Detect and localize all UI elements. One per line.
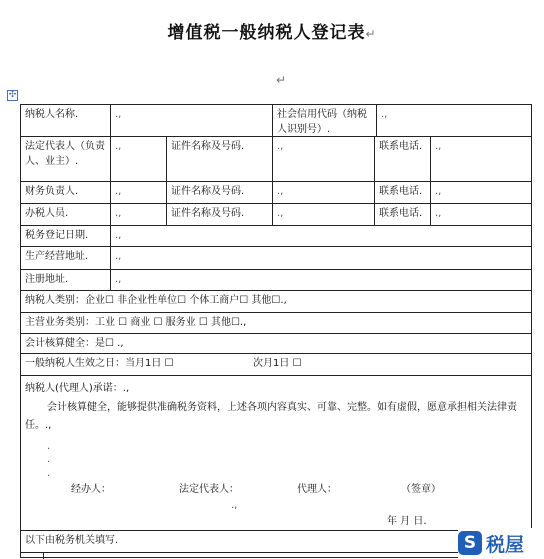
legal-rep-id-value[interactable]: ., <box>273 137 375 181</box>
finance-id-value[interactable]: ., <box>273 182 375 203</box>
blank-line-mark: . <box>47 441 51 452</box>
table-row-handler <box>21 204 531 226</box>
blank-line-mark: ., <box>231 500 238 511</box>
table-divider <box>43 553 44 559</box>
watermark-logo <box>458 528 544 558</box>
authority-section-label: 以下由税务机关填写. <box>25 535 119 546</box>
paragraph-mark: ↵ <box>365 27 377 41</box>
table-row-biz-addr <box>21 247 531 270</box>
effective-date-cell <box>21 354 531 375</box>
legal-rep-label: 法定代表人（负责人、业主）. <box>21 137 111 181</box>
finance-phone-label: 联系电话. <box>375 182 431 203</box>
table-move-handle-icon[interactable]: ✣ <box>8 90 17 100</box>
finance-phone-value[interactable]: ., <box>435 186 442 197</box>
effective-current-month[interactable]: 一般纳税人生效之日：当月1日 ☐ <box>25 358 174 369</box>
finance-value[interactable]: ., <box>111 182 167 203</box>
handler-id-label: 证件名称及号码. <box>167 204 273 225</box>
table-row-main-biz <box>21 313 531 334</box>
logo-text: 税屋 <box>486 533 525 556</box>
handler-value[interactable]: ., <box>111 204 167 225</box>
reg-date-value[interactable]: ., <box>115 230 122 241</box>
legal-rep-phone-label: 联系电话. <box>375 137 431 181</box>
table-row-effective <box>21 354 531 376</box>
blank-line-mark: . <box>47 454 51 465</box>
table-row-finance <box>21 182 531 204</box>
effective-next-month[interactable]: 次月1日 ☐ <box>253 358 302 369</box>
reg-date-label: 税务登记日期. <box>21 226 111 246</box>
logo-s-icon: S <box>458 531 482 555</box>
main-biz-options[interactable]: 主营业务类别：工业 ☐ 商业 ☐ 服务业 ☐ 其他☐., <box>25 317 247 328</box>
handler-phone-label: 联系电话. <box>375 204 431 225</box>
handler-label: 办税人员. <box>21 204 111 225</box>
signature-date-label: 年 月 日. <box>387 516 427 527</box>
signer-agent-label: 代理人： <box>297 484 337 495</box>
table-row-legal-rep <box>21 137 531 182</box>
category-options[interactable]: 纳税人类别：企业☐ 非企业性单位☐ 个体工商户☐ 其他☐., <box>25 295 287 306</box>
finance-id-label: 证件名称及号码. <box>167 182 273 203</box>
handler-phone-value[interactable]: ., <box>435 208 442 219</box>
accounting-option[interactable]: 会计核算健全：是☐ ., <box>25 338 124 349</box>
reg-addr-value[interactable]: ., <box>115 274 122 285</box>
registration-form-table <box>20 104 532 558</box>
taxpayer-name-value[interactable]: ., <box>111 105 273 136</box>
signature-seal-label: （签章） <box>401 484 441 495</box>
legal-rep-phone-value[interactable]: ., <box>435 141 442 152</box>
paragraph-mark: ↵ <box>276 73 287 87</box>
biz-addr-value[interactable]: ., <box>115 251 122 262</box>
finance-label: 财务负责人. <box>21 182 111 203</box>
form-title <box>0 18 544 43</box>
table-row-taxpayer-name <box>21 105 531 137</box>
table-row-reg-date <box>21 226 531 247</box>
credit-code-value[interactable]: ., <box>381 109 388 120</box>
table-row-authority <box>21 531 531 553</box>
table-row-category <box>21 291 531 313</box>
biz-addr-label: 生产经营地址. <box>21 247 111 269</box>
reg-addr-label: 注册地址. <box>21 270 111 290</box>
form-title-text: 增值税一般纳税人登记表 <box>167 23 366 43</box>
legal-rep-value[interactable]: ., <box>111 137 167 181</box>
handler-id-value[interactable]: ., <box>273 204 375 225</box>
table-row-reg-addr <box>21 270 531 291</box>
commitment-body: 会计核算健全，能够提供准确税务资料，上述各项内容真实、可靠、完整。如有虚假，愿意承担相关法律责任。., <box>25 402 517 431</box>
signer-handler-label: 经办人： <box>71 484 111 495</box>
commitment-cell <box>21 376 531 530</box>
legal-rep-id-label: 证件名称及号码. <box>167 137 273 181</box>
taxpayer-name-label: 纳税人名称. <box>21 105 111 136</box>
blank-line-mark: . <box>47 468 51 479</box>
commitment-heading: 纳税人(代理人)承诺：., <box>25 383 130 394</box>
table-row-commitment <box>21 376 531 531</box>
signer-legal-rep-label: 法定代表人： <box>179 484 239 495</box>
credit-code-label: 社会信用代码（纳税人识别号）. <box>273 105 377 136</box>
table-row-accounting <box>21 334 531 354</box>
